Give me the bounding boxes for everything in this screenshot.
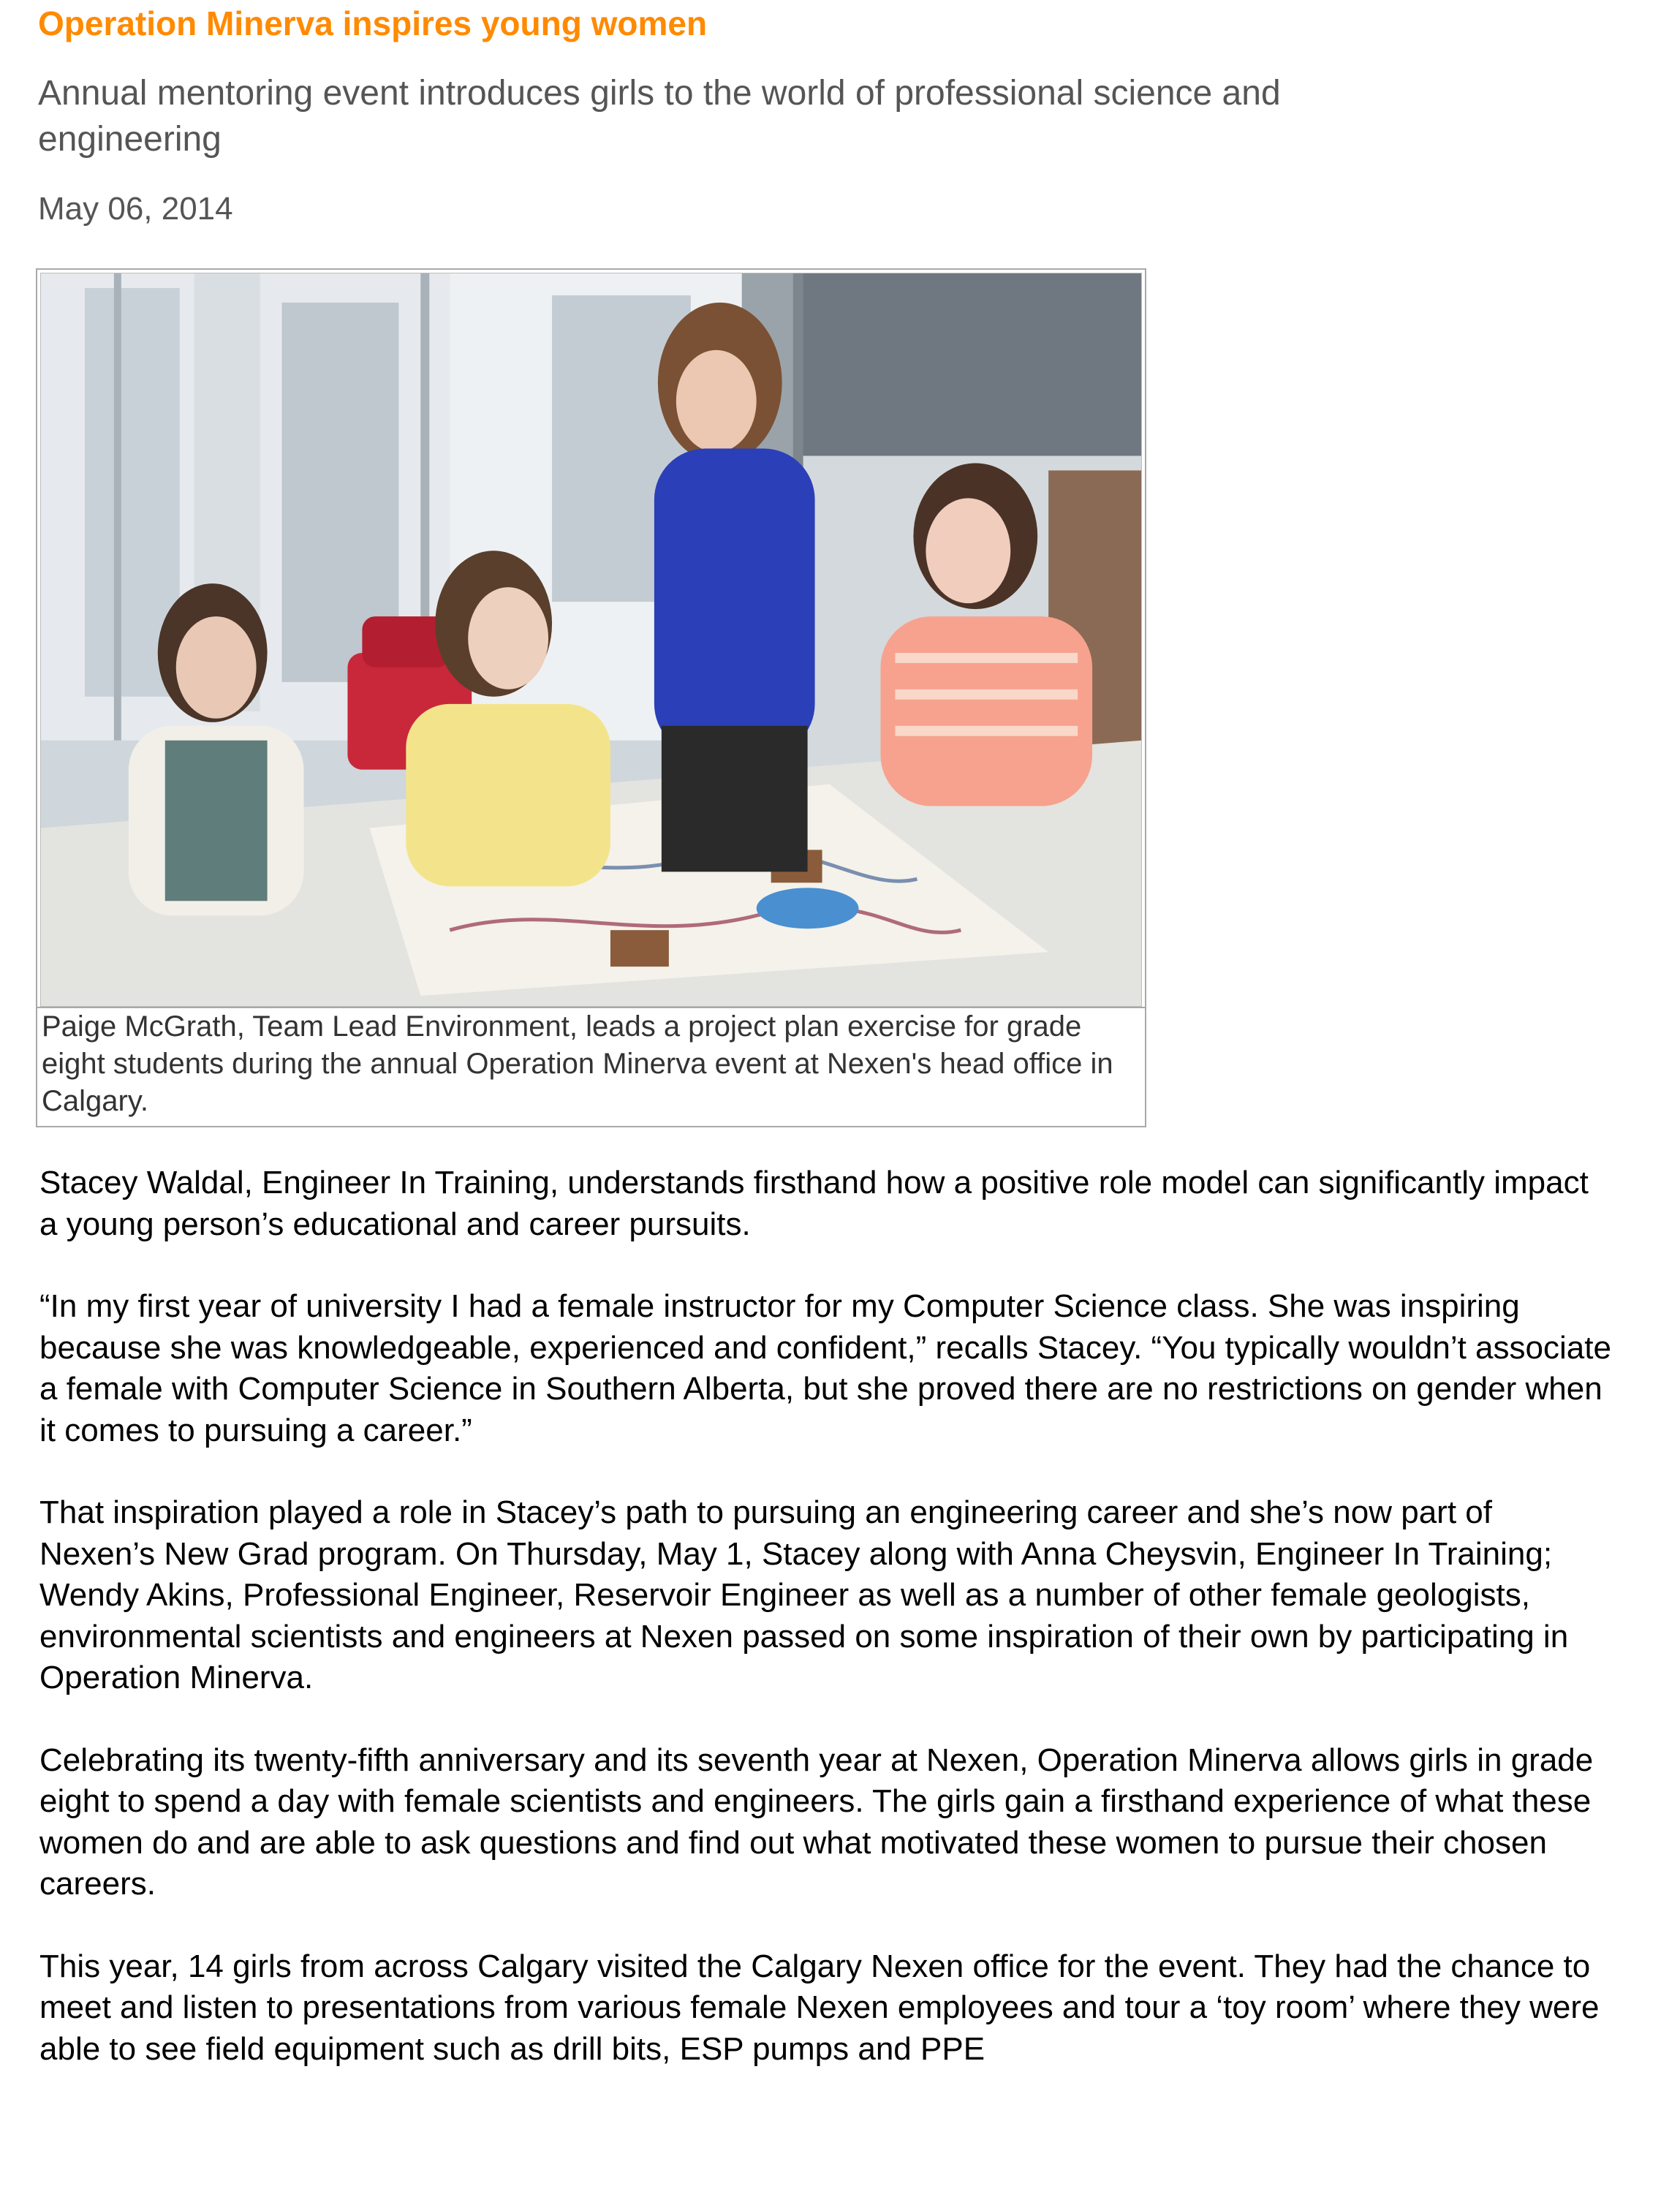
body-paragraph: That inspiration played a role in Stacey’s path to pursuing an engineering career and she’s now part of Nexen’s New Grad program. On Thursday, May 1, Stacey along with Anna Cheysvin, Engineer In Training; Wendy Akins, Professional Engineer, Reservoir Engineer as well as a number of other female geologists, environmental scientists and engineers at Nexen passed on some inspiration of their own by participating in Operation Minerva. bbox=[39, 1494, 1569, 1695]
article-date: May 06, 2014 bbox=[38, 191, 233, 227]
article-subtitle: Annual mentoring event introduces girls to the world of professional science and engineering bbox=[38, 74, 1281, 159]
body-paragraph: This year, 14 girls from across Calgary visited the Calgary Nexen office for the event. They had the chance to meet and listen to presentations from various female Nexen employees and tour a ‘toy room’ where they were able to see field equipment such as drill bits, ESP pumps and PPE bbox=[39, 1948, 1600, 2067]
photo-caption: Paige McGrath, Team Lead Environment, leads a project plan exercise for grade eight students during the annual Operation Minerva event at Nexen's head office in Calgary. bbox=[37, 1007, 1145, 1126]
photo-figure bbox=[36, 268, 1146, 1127]
article-headline: Operation Minerva inspires young women bbox=[38, 4, 708, 42]
body-paragraph: “In my first year of university I had a female instructor for my Computer Science class. She was inspiring because she was knowledgeable, experienced and confident,” recalls Stacey. “You typically wouldn’t associate a female with Computer Science in Southern Alberta, but she proved there are no restrictions on gender when it comes to pursuing a career.” bbox=[39, 1288, 1611, 1448]
article-body bbox=[39, 1162, 1611, 2111]
event-photo bbox=[40, 273, 1142, 1007]
body-paragraph: Stacey Waldal, Engineer In Training, understands firsthand how a positive role model can significantly impact a young person’s educational and career pursuits. bbox=[39, 1165, 1589, 1242]
body-paragraph: Celebrating its twenty-fifth anniversary and its seventh year at Nexen, Operation Minerva allows girls in grade eight to spend a day with female scientists and engineers. The girls gain a firsthand experience of what these women do and are able to ask questions and find out what motivated these women to pursue their chosen careers. bbox=[39, 1742, 1594, 1902]
